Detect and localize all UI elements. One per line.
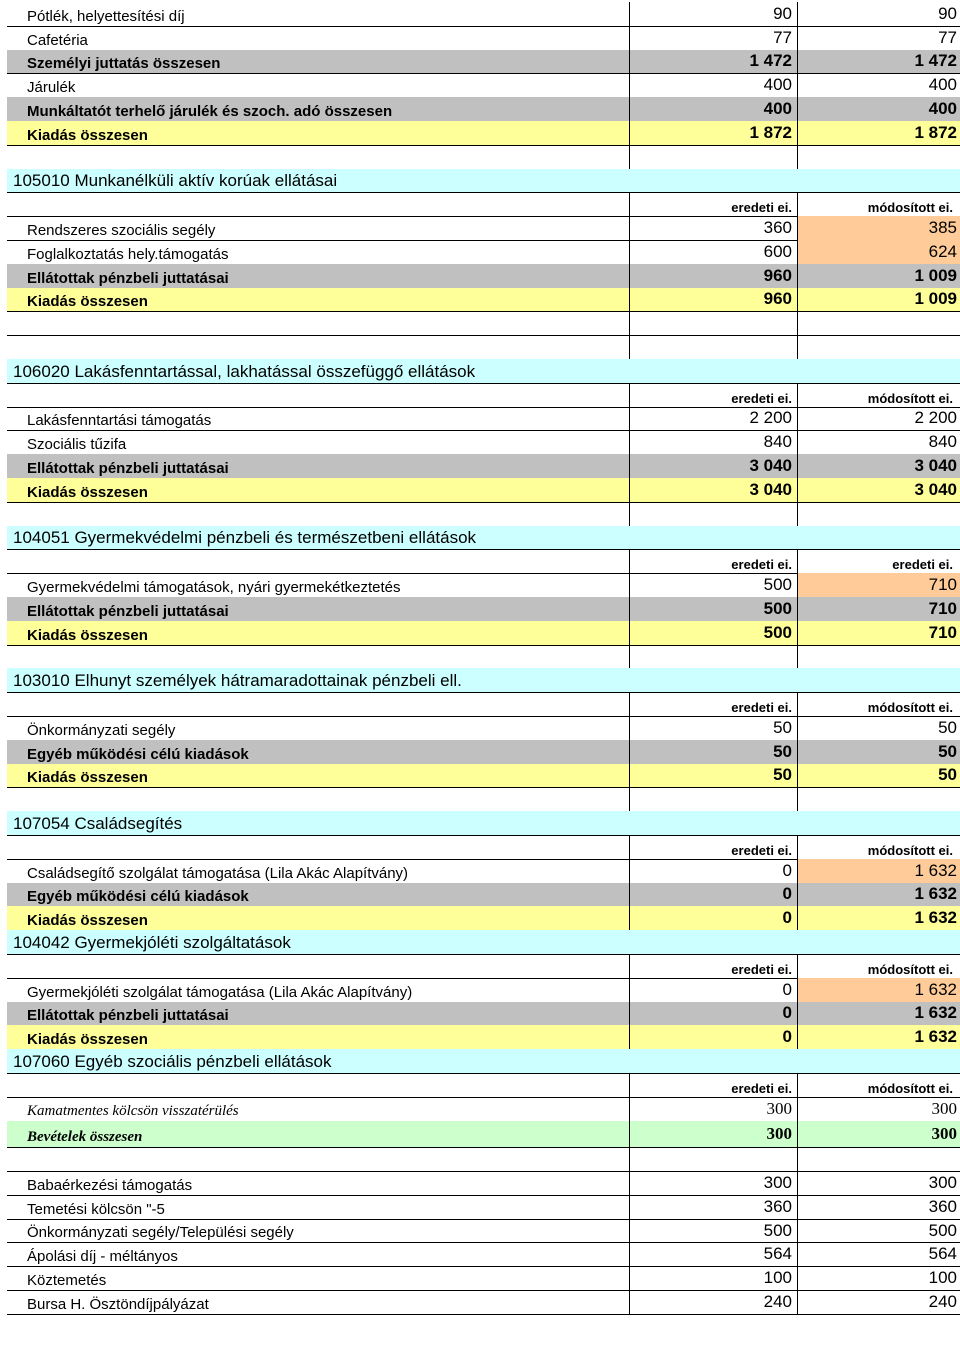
table-row: [7, 1243, 960, 1267]
row-label: Kiadás összesen: [27, 293, 148, 311]
value-original: [629, 1147, 797, 1171]
row-label: [7, 311, 629, 335]
subtotal-row: [7, 883, 960, 907]
total-row: [7, 764, 960, 788]
value-modified: [797, 311, 960, 335]
row-label: Lakásfenntartási támogatás: [27, 412, 212, 430]
column-header-modified: módosított ei.: [797, 835, 960, 859]
subtotal-row: [7, 50, 960, 74]
blank-row: [7, 502, 960, 526]
value-original: [629, 145, 797, 169]
value-modified: 240: [797, 1290, 960, 1314]
value-modified: 100: [797, 1266, 960, 1290]
value-original: 1 472: [629, 50, 797, 74]
row-label: [7, 692, 629, 716]
value-modified: 50: [797, 740, 960, 764]
value-modified: 1 632: [797, 978, 960, 1002]
value-original: 500: [629, 621, 797, 645]
value-original: 300: [629, 1171, 797, 1195]
row-label: Kiadás összesen: [27, 483, 148, 501]
row-label: Ellátottak pénzbeli juttatásai: [27, 269, 229, 287]
table-row: [7, 1290, 960, 1314]
value-original: 360: [629, 1195, 797, 1219]
value-original: [629, 311, 797, 335]
row-label: Foglalkoztatás hely.támogatás: [27, 245, 229, 263]
row-label: [7, 1147, 629, 1171]
table-row: [7, 407, 960, 431]
value-original: 360: [629, 216, 797, 240]
table-row: [7, 26, 960, 50]
column-header-modified: módosított ei.: [797, 1073, 960, 1097]
value-original: 0: [629, 1002, 797, 1026]
value-original: 0: [629, 883, 797, 907]
column-header-modified: módosított ei.: [797, 383, 960, 407]
value-modified: 3 040: [797, 478, 960, 502]
table-row: [7, 1219, 960, 1243]
row-label: [7, 335, 629, 359]
value-modified: [797, 645, 960, 669]
value-modified: 1 632: [797, 883, 960, 907]
value-original: [629, 502, 797, 526]
column-header-original: eredeti ei.: [629, 192, 797, 216]
subtotal-row: [7, 97, 960, 121]
value-modified: 710: [797, 573, 960, 597]
value-modified: 564: [797, 1243, 960, 1267]
column-header-original: eredeti ei.: [629, 954, 797, 978]
value-modified: 300: [797, 1171, 960, 1195]
value-modified: 360: [797, 1195, 960, 1219]
column-header-row: [7, 835, 960, 859]
subtotal-row: [7, 454, 960, 478]
row-label: Kiadás összesen: [27, 769, 148, 787]
value-modified: 1 632: [797, 906, 960, 930]
row-label: [7, 645, 629, 669]
section-title-row: [7, 526, 960, 550]
value-original: 50: [629, 740, 797, 764]
value-original: 77: [629, 26, 797, 50]
column-header-modified: eredeti ei.: [797, 549, 960, 573]
section-title: 107060 Egyéb szociális pénzbeli ellátások: [13, 1051, 332, 1071]
row-label: [7, 192, 629, 216]
income-total-row: [7, 1121, 960, 1147]
section-title: 104042 Gyermekjóléti szolgáltatások: [13, 932, 291, 952]
section-title-row: [7, 811, 960, 835]
section-title-row: [7, 169, 960, 193]
value-modified: 1 632: [797, 859, 960, 883]
value-original: 2 200: [629, 407, 797, 431]
table-row: [7, 1195, 960, 1219]
value-modified: [797, 145, 960, 169]
value-original: 840: [629, 430, 797, 454]
blank-row: [7, 787, 960, 811]
value-original: 0: [629, 1025, 797, 1049]
row-label: Cafetéria: [27, 31, 88, 49]
value-original: 0: [629, 859, 797, 883]
value-modified: 624: [797, 240, 960, 264]
value-modified: 1 009: [797, 264, 960, 288]
row-label: Bursa H. Ösztöndíjpályázat: [27, 1295, 209, 1313]
row-label: Szociális tűzifa: [27, 436, 127, 454]
section-title: 106020 Lakásfenntartással, lakhatással összefüggő ellátások: [13, 361, 476, 381]
row-label: [7, 835, 629, 859]
value-modified: [797, 502, 960, 526]
value-modified: 400: [797, 97, 960, 121]
value-original: 500: [629, 573, 797, 597]
table-row: [7, 573, 960, 597]
section-title-row: [7, 668, 960, 692]
value-original: 300: [629, 1097, 797, 1122]
row-label: Járulék: [27, 79, 76, 97]
blank-row: [7, 645, 960, 669]
value-modified: 77: [797, 26, 960, 50]
value-modified: 2 200: [797, 407, 960, 431]
value-original: 240: [629, 1290, 797, 1314]
value-modified: 710: [797, 621, 960, 645]
row-label: Ellátottak pénzbeli juttatásai: [27, 602, 229, 620]
row-label: Ellátottak pénzbeli juttatásai: [27, 459, 229, 477]
total-row: [7, 288, 960, 312]
column-header-row: [7, 549, 960, 573]
row-label: [7, 1073, 629, 1097]
value-modified: [797, 1147, 960, 1171]
row-label: Kiadás összesen: [27, 1031, 148, 1049]
row-label: Ápolási díj - méltányos: [27, 1248, 178, 1266]
value-modified: 840: [797, 430, 960, 454]
column-header-row: [7, 1073, 960, 1097]
section-title: 105010 Munkanélküli aktív korúak ellátásai: [13, 171, 338, 191]
row-label: Babaérkezési támogatás: [27, 1176, 193, 1194]
row-label: Köztemetés: [27, 1272, 107, 1290]
blank-row: [7, 335, 960, 359]
value-original: 400: [629, 97, 797, 121]
value-modified: 710: [797, 597, 960, 621]
row-label: Kamatmentes kölcsön visszatérülés: [27, 1103, 239, 1120]
row-label: Önkormányzati segély: [27, 721, 176, 739]
table-row: [7, 73, 960, 97]
value-original: 3 040: [629, 454, 797, 478]
row-label: Temetési kölcsön "-5: [27, 1200, 165, 1218]
subtotal-row: [7, 264, 960, 288]
value-original: 300: [629, 1121, 797, 1147]
section-title-row: [7, 930, 960, 954]
total-row: [7, 121, 960, 145]
column-header-modified: módosított ei.: [797, 192, 960, 216]
section-title-row: [7, 359, 960, 383]
value-original: 400: [629, 73, 797, 97]
column-header-row: [7, 954, 960, 978]
blank-row: [7, 311, 960, 335]
column-header-row: [7, 383, 960, 407]
table-row: [7, 430, 960, 454]
column-header-row: [7, 692, 960, 716]
value-original: 90: [629, 2, 797, 26]
value-modified: 385: [797, 216, 960, 240]
column-header-original: eredeti ei.: [629, 383, 797, 407]
row-label: [7, 787, 629, 811]
total-row: [7, 1025, 960, 1049]
value-modified: 50: [797, 764, 960, 788]
value-modified: 500: [797, 1219, 960, 1243]
row-label: Rendszeres szociális segély: [27, 221, 216, 239]
value-original: 1 872: [629, 121, 797, 145]
total-row: [7, 478, 960, 502]
column-header-original: eredeti ei.: [629, 835, 797, 859]
row-label: Bevételek összesen: [27, 1129, 143, 1146]
value-modified: [797, 335, 960, 359]
column-header-original: eredeti ei.: [629, 692, 797, 716]
value-modified: 1 009: [797, 288, 960, 312]
value-modified: 3 040: [797, 454, 960, 478]
table-row: [7, 859, 960, 883]
row-label: Ellátottak pénzbeli juttatásai: [27, 1007, 229, 1025]
row-label: [7, 145, 629, 169]
value-modified: 1 472: [797, 50, 960, 74]
value-modified: [797, 787, 960, 811]
row-label: Munkáltatót terhelő járulék és szoch. adó összesen: [27, 102, 393, 120]
section-title: 103010 Elhunyt személyek hátramaradottainak pénzbeli ell.: [13, 671, 462, 691]
row-label: [7, 549, 629, 573]
blank-row: [7, 1147, 960, 1171]
table-row: [7, 1097, 960, 1122]
row-label: Egyéb működési célú kiadások: [27, 745, 249, 763]
value-original: 50: [629, 764, 797, 788]
column-header-original: eredeti ei.: [629, 1073, 797, 1097]
subtotal-row: [7, 1002, 960, 1026]
value-modified: 300: [797, 1121, 960, 1147]
row-label: Kiadás összesen: [27, 912, 148, 930]
column-header-modified: módosított ei.: [797, 692, 960, 716]
value-original: 0: [629, 978, 797, 1002]
value-original: 0: [629, 906, 797, 930]
table-row: [7, 978, 960, 1002]
subtotal-row: [7, 597, 960, 621]
total-row: [7, 906, 960, 930]
value-original: 3 040: [629, 478, 797, 502]
value-original: [629, 787, 797, 811]
table-row: [7, 2, 960, 26]
value-original: 564: [629, 1243, 797, 1267]
value-modified: 1 632: [797, 1002, 960, 1026]
blank-row: [7, 145, 960, 169]
value-modified: 1 872: [797, 121, 960, 145]
table-row: [7, 240, 960, 264]
row-label: Személyi juttatás összesen: [27, 55, 221, 73]
value-original: 600: [629, 240, 797, 264]
value-original: 100: [629, 1266, 797, 1290]
value-modified: 50: [797, 716, 960, 740]
value-original: [629, 645, 797, 669]
value-original: 960: [629, 288, 797, 312]
row-label: Egyéb működési célú kiadások: [27, 888, 249, 906]
row-label: Gyermekjóléti szolgálat támogatása (Lila Akác Alapítvány): [27, 983, 413, 1001]
row-label: Gyermekvédelmi támogatások, nyári gyermekétkeztetés: [27, 578, 401, 596]
value-modified: 90: [797, 2, 960, 26]
value-modified: 300: [797, 1097, 960, 1122]
column-header-original: eredeti ei.: [629, 549, 797, 573]
value-original: 500: [629, 597, 797, 621]
table-row: [7, 716, 960, 740]
value-original: 50: [629, 716, 797, 740]
row-label: Önkormányzati segély/Települési segély: [27, 1224, 294, 1242]
section-title: 107054 Családsegítés: [13, 813, 183, 833]
value-modified: 1 632: [797, 1025, 960, 1049]
row-label: Családsegítő szolgálat támogatása (Lila Akác Alapítvány): [27, 864, 409, 882]
table-row: [7, 216, 960, 240]
value-original: [629, 335, 797, 359]
value-modified: 400: [797, 73, 960, 97]
section-title-row: [7, 1049, 960, 1073]
total-row: [7, 621, 960, 645]
subtotal-row: [7, 740, 960, 764]
table-row: [7, 1171, 960, 1195]
row-label: [7, 954, 629, 978]
row-label: [7, 383, 629, 407]
row-label: Kiadás összesen: [27, 126, 148, 144]
column-header-row: [7, 192, 960, 216]
row-label: Pótlék, helyettesítési díj: [27, 7, 185, 25]
row-label: Kiadás összesen: [27, 626, 148, 644]
table-row: [7, 1266, 960, 1290]
value-original: 500: [629, 1219, 797, 1243]
value-original: 960: [629, 264, 797, 288]
row-label: [7, 502, 629, 526]
column-header-modified: módosított ei.: [797, 954, 960, 978]
section-title: 104051 Gyermekvédelmi pénzbeli és természetbeni ellátások: [13, 528, 477, 548]
